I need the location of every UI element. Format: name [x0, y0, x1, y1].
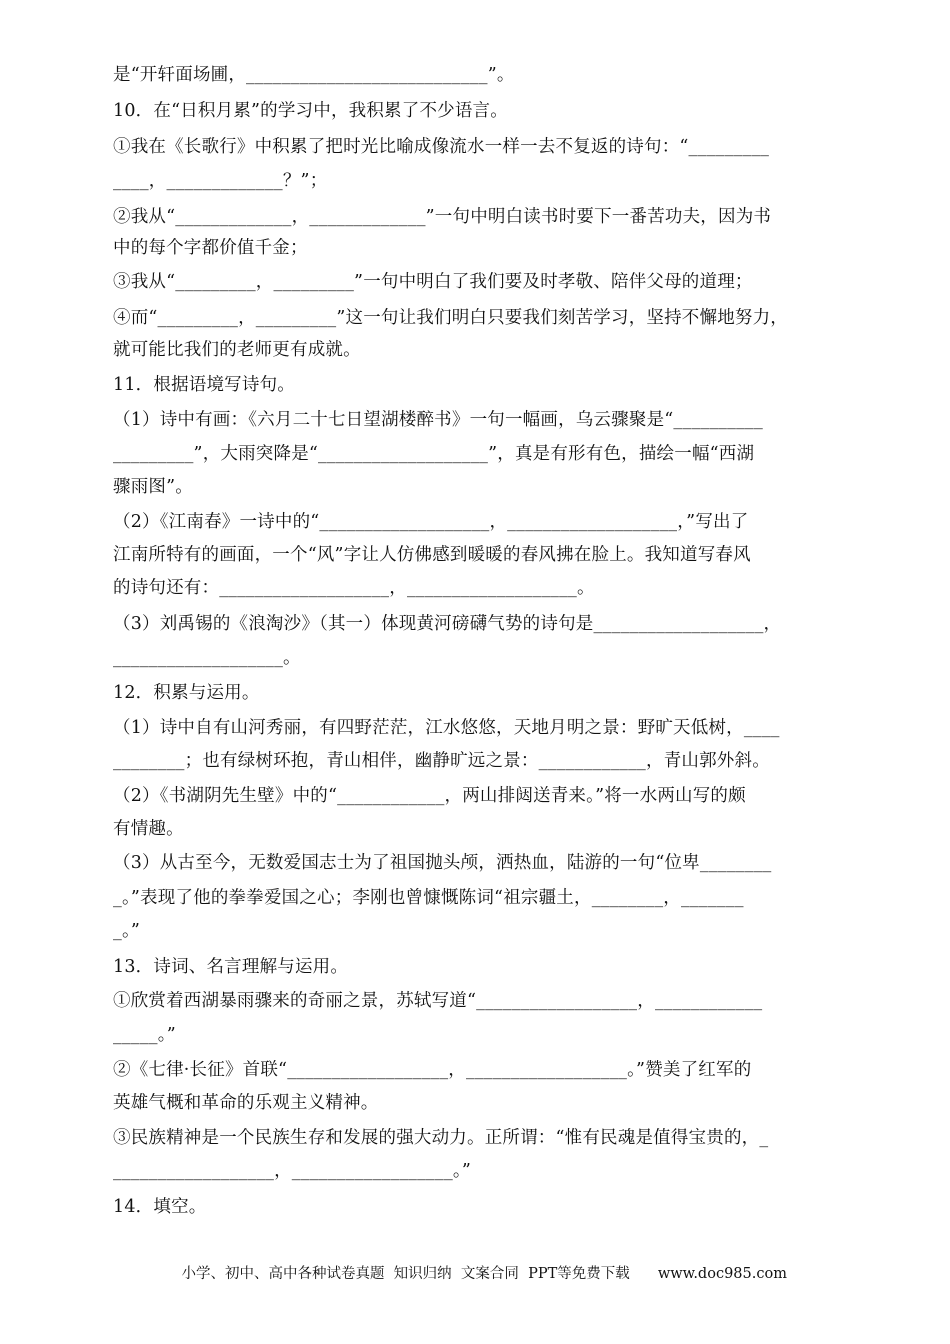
- text-line: 英雄气概和革命的乐观主义精神。: [113, 1093, 379, 1113]
- text-line: __________________，__________________。”: [113, 1161, 471, 1181]
- question-12-heading: 12．积累与运用。: [113, 683, 260, 703]
- text-line: ___________________。: [113, 648, 301, 668]
- text-line: ________；也有绿树环抱，青山相伴，幽静旷远之景：____________，青山郭外斜。: [113, 751, 770, 771]
- question-14-heading: 14．填空。: [113, 1197, 207, 1217]
- text-line: 的诗句还有：___________________，___________________。: [113, 578, 595, 598]
- text-line: （1）诗中自有山河秀丽，有四野茫茫，江水悠悠，天地月明之景：野旷天低树，____: [113, 718, 780, 738]
- text-line: _____。”: [113, 1025, 176, 1045]
- text-line: 就可能比我们的老师更有成就。: [113, 340, 361, 360]
- question-13-heading: 13．诗词、名言理解与运用。: [113, 957, 349, 977]
- text-line: _。”表现了他的拳拳爱国之心；李刚也曾慷慨陈词“祖宗疆土，________，_______: [113, 888, 744, 908]
- text-line: ①欣赏着西湖暴雨骤来的奇丽之景，苏轼写道“__________________，____________: [113, 991, 763, 1011]
- footer-text: 小学、初中、高中各种试卷真题 知识归纳 文案合同 PPT等免费下载: [181, 1266, 630, 1282]
- text-line: ②我从“_____________，_____________”一句中明白读书时要下一番苦功夫，因为书: [113, 207, 772, 227]
- text-line: （3）从古至今，无数爱国志士为了祖国抛头颅，洒热血，陆游的一句“位卑________: [113, 853, 772, 873]
- text-line: （2）《江南春》一诗中的“___________________，___________________，”写出了: [113, 512, 749, 532]
- text-line: （2）《书湖阴先生壁》中的“____________，两山排闼送青来。”将一水两山写的颇: [113, 786, 746, 806]
- text-line: （1）诗中有画：《六月二十七日望湖楼醉书》一句一幅画，乌云骤聚是“__________: [113, 410, 763, 430]
- text-line: 有情趣。: [113, 819, 184, 839]
- text-line: ③我从“_________，_________”一句中明白了我们要及时孝敬、陪伴父母的道理；: [113, 272, 753, 292]
- text-line: _。”: [113, 921, 141, 941]
- text-line: ③民族精神是一个民族生存和发展的强大动力。正所谓：“惟有民魂是值得宝贵的，_: [113, 1128, 769, 1148]
- page-footer: [0, 1244, 950, 1304]
- text-line: ②《七律·长征》首联“__________________，__________________。”赞美了红军的: [113, 1060, 752, 1080]
- text-line: 江南所特有的画面，一个“风”字让人仿佛感到暖暖的春风拂在脸上。我知道写春风: [113, 545, 751, 565]
- text-line: 是“开轩面场圃，___________________________”。: [113, 65, 515, 85]
- text-line: 中的每个字都价值千金；: [113, 238, 308, 258]
- question-11-heading: 11．根据语境写诗句。: [113, 375, 295, 395]
- text-line: 骤雨图”。: [113, 477, 193, 497]
- footer-url-link[interactable]: www.doc985.com: [657, 1266, 787, 1282]
- text-line: ____，_____________？”；: [113, 171, 328, 191]
- text-line: _________”，大雨突降是“___________________”，真是有形有色，描绘一幅“西湖: [113, 444, 755, 464]
- text-line: ①我在《长歌行》中积累了把时光比喻成像流水一样一去不复返的诗句：“_________: [113, 137, 770, 157]
- text-line: （3）刘禹锡的《浪淘沙》（其一）体现黄河磅礴气势的诗句是___________________，: [113, 614, 782, 634]
- question-10-heading: 10．在“日积月累”的学习中，我积累了不少语言。: [113, 101, 508, 121]
- text-line: ④而“_________，_________”这一句让我们明白只要我们刻苦学习，坚持不懈地努力，: [113, 308, 788, 328]
